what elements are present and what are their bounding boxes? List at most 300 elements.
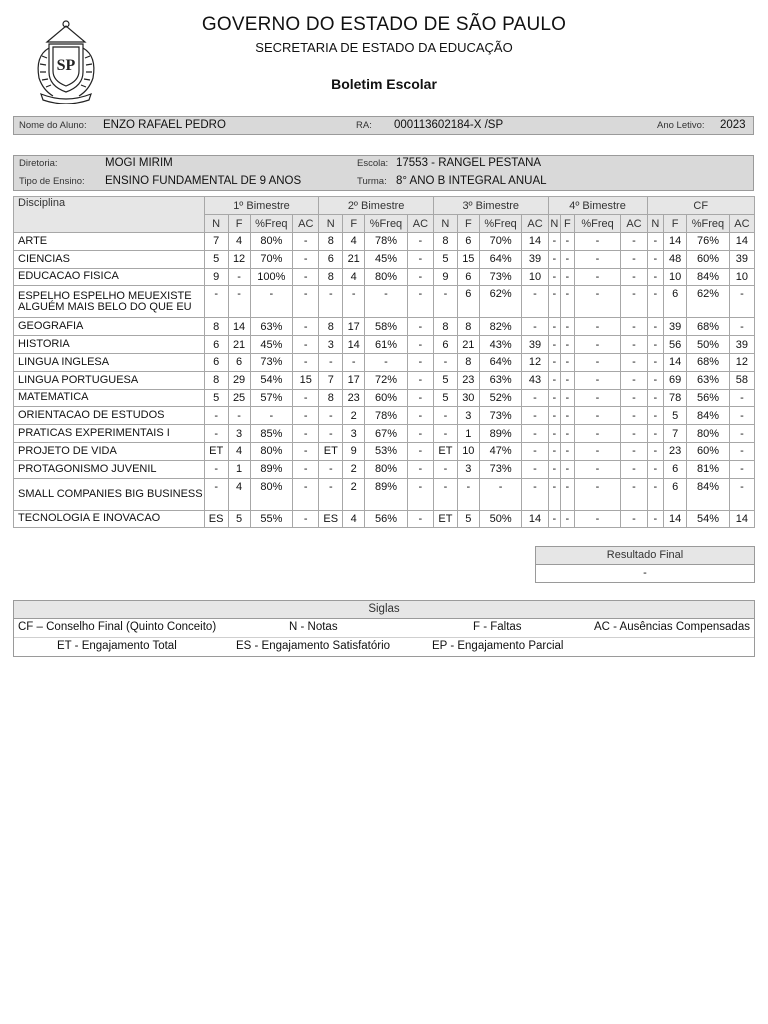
discipline-name: LINGUA INGLESA	[14, 353, 205, 371]
grade-cell: 68%	[687, 353, 730, 371]
table-row	[14, 371, 755, 389]
grade-cell: -	[293, 425, 319, 443]
grade-cell: -	[647, 353, 664, 371]
grade-cell: -	[407, 268, 433, 286]
final-result-value: -	[643, 567, 647, 579]
grade-cell: -	[729, 442, 754, 460]
grade-cell: -	[228, 268, 250, 286]
legend-cf: CF – Conselho Final (Quinto Conceito)	[18, 621, 217, 633]
grade-cell: -	[548, 510, 561, 528]
grade-cell: 82%	[479, 318, 522, 336]
subheader-cell: %Freq	[365, 215, 408, 233]
grade-cell: -	[407, 318, 433, 336]
grade-cell: -	[729, 425, 754, 443]
grade-cell: 23	[343, 389, 365, 407]
grade-cell: -	[228, 286, 250, 318]
grade-cell: 2	[343, 460, 365, 478]
grade-cell: -	[647, 478, 664, 510]
grade-cell: 3	[319, 336, 343, 354]
grade-cell: 6	[228, 353, 250, 371]
grade-cell: -	[729, 460, 754, 478]
table-row	[14, 268, 755, 286]
grade-cell: 14	[343, 336, 365, 354]
table-row	[14, 389, 755, 407]
grade-cell: -	[621, 478, 647, 510]
turma-value: 8° ANO B INTEGRAL ANUAL	[396, 175, 547, 187]
grade-cell: -	[548, 460, 561, 478]
grade-cell: -	[561, 407, 575, 425]
grades-body	[14, 233, 755, 528]
grade-cell: 1	[457, 425, 479, 443]
grade-cell: -	[548, 442, 561, 460]
grade-cell: -	[621, 353, 647, 371]
legend-ep: EP - Engajamento Parcial	[432, 640, 564, 652]
group-header: 1º Bimestre	[204, 197, 319, 215]
grade-cell: -	[561, 460, 575, 478]
grade-cell: -	[407, 389, 433, 407]
grade-cell: -	[621, 510, 647, 528]
grade-cell: 14	[664, 510, 687, 528]
legend-f: F - Faltas	[473, 621, 522, 633]
discipline-name: PROTAGONISMO JUVENIL	[14, 460, 205, 478]
grade-cell: 45%	[365, 250, 408, 268]
grade-cell: 78	[664, 389, 687, 407]
grade-cell: 60%	[687, 250, 730, 268]
grade-cell: -	[522, 478, 548, 510]
discipline-name: PRATICAS EXPERIMENTAIS I	[14, 425, 205, 443]
ra-label: RA:	[356, 120, 372, 131]
discipline-name: ESPELHO ESPELHO MEUEXISTE ALGUÉM MAIS BELO DO QUE EU	[14, 286, 205, 318]
grade-cell: -	[319, 286, 343, 318]
grade-cell: 3	[228, 425, 250, 443]
grade-cell: 58	[729, 371, 754, 389]
grade-cell: -	[561, 389, 575, 407]
discipline-name: MATEMATICA	[14, 389, 205, 407]
final-result-label: Resultado Final	[536, 547, 754, 565]
grade-cell: -	[522, 460, 548, 478]
grade-cell: 10	[664, 268, 687, 286]
discipline-name: ARTE	[14, 233, 205, 251]
grade-cell: -	[574, 407, 621, 425]
student-info-bar	[13, 116, 754, 135]
grade-cell: -	[548, 389, 561, 407]
grade-cell: -	[647, 250, 664, 268]
grade-cell: 21	[457, 336, 479, 354]
grade-cell: -	[574, 318, 621, 336]
grade-cell: 3	[457, 407, 479, 425]
grade-cell: 8	[319, 318, 343, 336]
table-row	[14, 336, 755, 354]
grade-cell: -	[548, 286, 561, 318]
student-name-label: Nome do Aluno:	[19, 120, 87, 131]
grade-cell: -	[204, 286, 228, 318]
grade-cell: -	[729, 318, 754, 336]
grade-cell: -	[407, 510, 433, 528]
subheader-cell: N	[647, 215, 664, 233]
grade-cell: -	[647, 268, 664, 286]
grade-cell: 73%	[479, 407, 522, 425]
grade-cell: 8	[204, 318, 228, 336]
grade-cell: -	[574, 250, 621, 268]
grade-cell: 25	[228, 389, 250, 407]
grade-cell: -	[647, 336, 664, 354]
legend-row	[14, 619, 754, 637]
grade-cell: -	[407, 371, 433, 389]
grade-cell: -	[561, 425, 575, 443]
grade-cell: 56%	[687, 389, 730, 407]
grade-cell: -	[250, 286, 293, 318]
grade-cell: 63%	[250, 318, 293, 336]
subheader-cell: N	[204, 215, 228, 233]
grade-cell: -	[407, 478, 433, 510]
grade-cell: -	[293, 407, 319, 425]
grade-cell: 80%	[250, 442, 293, 460]
discipline-name: GEOGRAFIA	[14, 318, 205, 336]
grade-cell: 8	[204, 371, 228, 389]
grade-cell: 9	[433, 268, 457, 286]
grade-cell: 6	[319, 250, 343, 268]
grade-cell: 15	[293, 371, 319, 389]
grade-cell: -	[407, 425, 433, 443]
grades-table	[13, 196, 755, 528]
ra-value: 000113602184-X /SP	[394, 119, 504, 131]
secretariat-subtitle: SECRETARIA DE ESTADO DA EDUCAÇÃO	[255, 40, 513, 55]
grade-cell: -	[293, 389, 319, 407]
grade-cell: 57%	[250, 389, 293, 407]
group-header-row	[14, 197, 755, 215]
legend-row	[14, 637, 754, 656]
grade-cell: 14	[664, 353, 687, 371]
grade-cell: -	[561, 510, 575, 528]
grade-cell: 14	[729, 233, 754, 251]
grade-cell: 14	[522, 510, 548, 528]
grade-cell: 63%	[687, 371, 730, 389]
grade-cell: 9	[204, 268, 228, 286]
grade-cell: 6	[433, 336, 457, 354]
discipline-name: LINGUA PORTUGUESA	[14, 371, 205, 389]
grade-cell: 80%	[687, 425, 730, 443]
school-year-label: Ano Letivo:	[657, 120, 705, 131]
grade-cell: 63%	[479, 371, 522, 389]
grade-cell: -	[574, 233, 621, 251]
grade-cell: 68%	[687, 318, 730, 336]
grade-cell: -	[228, 407, 250, 425]
grade-cell: -	[319, 460, 343, 478]
grade-cell: 56	[664, 336, 687, 354]
grade-cell: ET	[433, 510, 457, 528]
discipline-name: TECNOLOGIA E INOVACAO	[14, 510, 205, 528]
table-row	[14, 510, 755, 528]
grade-cell: -	[574, 371, 621, 389]
grade-cell: -	[407, 460, 433, 478]
grade-cell: ES	[319, 510, 343, 528]
grade-cell: -	[293, 442, 319, 460]
grade-cell: 80%	[250, 478, 293, 510]
grade-cell: 6	[204, 336, 228, 354]
grade-cell: -	[729, 286, 754, 318]
group-header: 3º Bimestre	[433, 197, 548, 215]
table-row	[14, 250, 755, 268]
grade-cell: -	[548, 336, 561, 354]
grade-cell: -	[561, 250, 575, 268]
escola-label: Escola:	[357, 158, 389, 169]
grade-cell: 14	[522, 233, 548, 251]
grade-cell: 7	[664, 425, 687, 443]
student-name: ENZO RAFAEL PEDRO	[103, 119, 226, 131]
grade-cell: 78%	[365, 233, 408, 251]
grade-cell: -	[522, 442, 548, 460]
grade-cell: 6	[457, 286, 479, 318]
grade-cell: 5	[433, 250, 457, 268]
grade-cell: -	[522, 318, 548, 336]
subheader-cell: AC	[522, 215, 548, 233]
grade-cell: -	[621, 425, 647, 443]
grade-cell: -	[574, 510, 621, 528]
grade-cell: 4	[228, 442, 250, 460]
subheader-cell: %Freq	[687, 215, 730, 233]
grade-cell: 72%	[365, 371, 408, 389]
grade-cell: -	[343, 286, 365, 318]
grade-cell: -	[522, 407, 548, 425]
grade-cell: -	[319, 407, 343, 425]
grade-cell: -	[729, 407, 754, 425]
grade-cell: 54%	[687, 510, 730, 528]
grade-cell: -	[621, 336, 647, 354]
grade-cell: -	[522, 286, 548, 318]
final-result-box	[535, 546, 755, 583]
grade-cell: 80%	[365, 460, 408, 478]
grade-cell: -	[574, 425, 621, 443]
grade-cell: 5	[204, 250, 228, 268]
grade-cell: -	[293, 336, 319, 354]
grade-cell: -	[479, 478, 522, 510]
abbreviations-legend	[13, 600, 755, 657]
grade-cell: 12	[228, 250, 250, 268]
grade-cell: 39	[664, 318, 687, 336]
tipo-ensino-label: Tipo de Ensino:	[19, 176, 85, 187]
subheader-cell: AC	[293, 215, 319, 233]
grade-cell: 39	[729, 336, 754, 354]
grade-cell: -	[548, 371, 561, 389]
grade-cell: -	[574, 268, 621, 286]
grade-cell: 10	[522, 268, 548, 286]
grade-cell: 76%	[687, 233, 730, 251]
grade-cell: 4	[343, 268, 365, 286]
grade-cell: -	[293, 250, 319, 268]
grade-cell: 10	[729, 268, 754, 286]
table-row	[14, 233, 755, 251]
grade-cell: -	[621, 318, 647, 336]
subheader-cell: %Freq	[250, 215, 293, 233]
grade-cell: 50%	[479, 510, 522, 528]
grade-cell: 4	[228, 233, 250, 251]
grade-cell: -	[365, 353, 408, 371]
grade-cell: 5	[457, 510, 479, 528]
grade-cell: -	[574, 478, 621, 510]
grade-cell: 5	[228, 510, 250, 528]
grade-cell: 21	[228, 336, 250, 354]
grade-cell: -	[407, 336, 433, 354]
subheader-cell: %Freq	[479, 215, 522, 233]
grade-cell: 23	[457, 371, 479, 389]
subheader-cell: AC	[621, 215, 647, 233]
grade-cell: -	[647, 389, 664, 407]
grade-cell: -	[561, 371, 575, 389]
subheader-cell: AC	[407, 215, 433, 233]
grade-cell: 5	[204, 389, 228, 407]
grade-cell: -	[561, 233, 575, 251]
grade-cell: 6	[457, 233, 479, 251]
grade-cell: -	[647, 233, 664, 251]
legend-title: Siglas	[14, 601, 754, 619]
grade-cell: -	[647, 318, 664, 336]
grade-cell: -	[574, 460, 621, 478]
discipline-name: ORIENTACAO DE ESTUDOS	[14, 407, 205, 425]
grade-cell: 21	[343, 250, 365, 268]
subheader-cell: F	[664, 215, 687, 233]
grade-cell: -	[407, 286, 433, 318]
grade-cell: -	[574, 389, 621, 407]
discipline-name: CIENCIAS	[14, 250, 205, 268]
grade-cell: -	[433, 460, 457, 478]
grade-cell: 56%	[365, 510, 408, 528]
table-row	[14, 318, 755, 336]
document-header	[110, 12, 658, 92]
grade-cell: -	[250, 407, 293, 425]
grade-cell: -	[204, 407, 228, 425]
grade-cell: 43	[522, 371, 548, 389]
subheader-cell: AC	[729, 215, 754, 233]
grade-cell: -	[293, 286, 319, 318]
grade-cell: 6	[204, 353, 228, 371]
grade-cell: 30	[457, 389, 479, 407]
grade-cell: 7	[204, 233, 228, 251]
grade-cell: -	[433, 407, 457, 425]
grade-cell: 84%	[687, 478, 730, 510]
grade-cell: -	[293, 478, 319, 510]
grade-cell: -	[621, 389, 647, 407]
government-title: GOVERNO DO ESTADO DE SÃO PAULO	[201, 14, 567, 35]
grade-cell: 84%	[687, 407, 730, 425]
grade-cell: 10	[457, 442, 479, 460]
grade-cell: 78%	[365, 407, 408, 425]
grade-cell: -	[574, 336, 621, 354]
grade-cell: -	[548, 407, 561, 425]
grade-cell: 14	[228, 318, 250, 336]
discipline-name: HISTORIA	[14, 336, 205, 354]
grade-cell: 85%	[250, 425, 293, 443]
school-info-bar	[13, 155, 754, 191]
grade-cell: 67%	[365, 425, 408, 443]
grade-cell: 8	[457, 353, 479, 371]
grade-cell: 2	[343, 407, 365, 425]
grade-cell: 54%	[250, 371, 293, 389]
diretoria-label: Diretoria:	[19, 158, 58, 169]
grade-cell: -	[647, 460, 664, 478]
grade-cell: 6	[664, 286, 687, 318]
grade-cell: 17	[343, 318, 365, 336]
subheader-cell: F	[343, 215, 365, 233]
grade-cell: 80%	[365, 268, 408, 286]
grade-cell: 53%	[365, 442, 408, 460]
grade-cell: 84%	[687, 268, 730, 286]
grade-cell: 43%	[479, 336, 522, 354]
grade-cell: ES	[204, 510, 228, 528]
table-row	[14, 353, 755, 371]
grade-cell: -	[621, 250, 647, 268]
grade-cell: 6	[664, 460, 687, 478]
grade-cell: 23	[664, 442, 687, 460]
subheader-cell: N	[319, 215, 343, 233]
group-header: 2º Bimestre	[319, 197, 434, 215]
grade-cell: -	[204, 425, 228, 443]
discipline-header: Disciplina	[14, 197, 205, 233]
grade-cell: 6	[457, 268, 479, 286]
grade-cell: 89%	[365, 478, 408, 510]
grade-cell: -	[647, 425, 664, 443]
grade-cell: -	[319, 478, 343, 510]
grade-cell: ET	[319, 442, 343, 460]
grade-cell: -	[621, 268, 647, 286]
grade-cell: -	[621, 460, 647, 478]
subheader-cell: %Freq	[574, 215, 621, 233]
grade-cell: -	[293, 268, 319, 286]
grade-cell: -	[407, 250, 433, 268]
grade-cell: -	[433, 353, 457, 371]
grade-cell: 9	[343, 442, 365, 460]
grade-cell: -	[343, 353, 365, 371]
grade-cell: 5	[433, 389, 457, 407]
subheader-cell: N	[433, 215, 457, 233]
grade-cell: 12	[729, 353, 754, 371]
grade-cell: -	[574, 442, 621, 460]
grade-cell: 73%	[479, 268, 522, 286]
grade-cell: 100%	[250, 268, 293, 286]
grade-cell: -	[647, 371, 664, 389]
school-year-value: 2023	[720, 119, 746, 131]
grade-cell: -	[204, 478, 228, 510]
legend-ac: AC - Ausências Compensadas	[594, 621, 750, 633]
grade-cell: -	[407, 442, 433, 460]
grade-cell: 4	[343, 510, 365, 528]
grade-cell: -	[407, 407, 433, 425]
grade-cell: 80%	[250, 233, 293, 251]
legend-n: N - Notas	[289, 621, 338, 633]
grade-cell: 60%	[687, 442, 730, 460]
grade-cell: -	[621, 407, 647, 425]
grade-cell: -	[457, 478, 479, 510]
grade-cell: -	[647, 442, 664, 460]
grade-cell: 48	[664, 250, 687, 268]
grade-cell: -	[647, 286, 664, 318]
grade-cell: 70%	[250, 250, 293, 268]
grade-cell: 5	[664, 407, 687, 425]
grade-cell: 55%	[250, 510, 293, 528]
discipline-name: SMALL COMPANIES BIG BUSINESS	[14, 478, 205, 510]
grade-cell: -	[574, 286, 621, 318]
grade-cell: -	[548, 318, 561, 336]
table-row	[14, 407, 755, 425]
table-row	[14, 425, 755, 443]
table-row	[14, 442, 755, 460]
grade-cell: 15	[457, 250, 479, 268]
grade-cell: 60%	[365, 389, 408, 407]
legend-et: ET - Engajamento Total	[57, 640, 177, 652]
grade-cell: -	[647, 407, 664, 425]
grade-cell: -	[561, 286, 575, 318]
grade-cell: 8	[457, 318, 479, 336]
grade-cell: -	[621, 371, 647, 389]
